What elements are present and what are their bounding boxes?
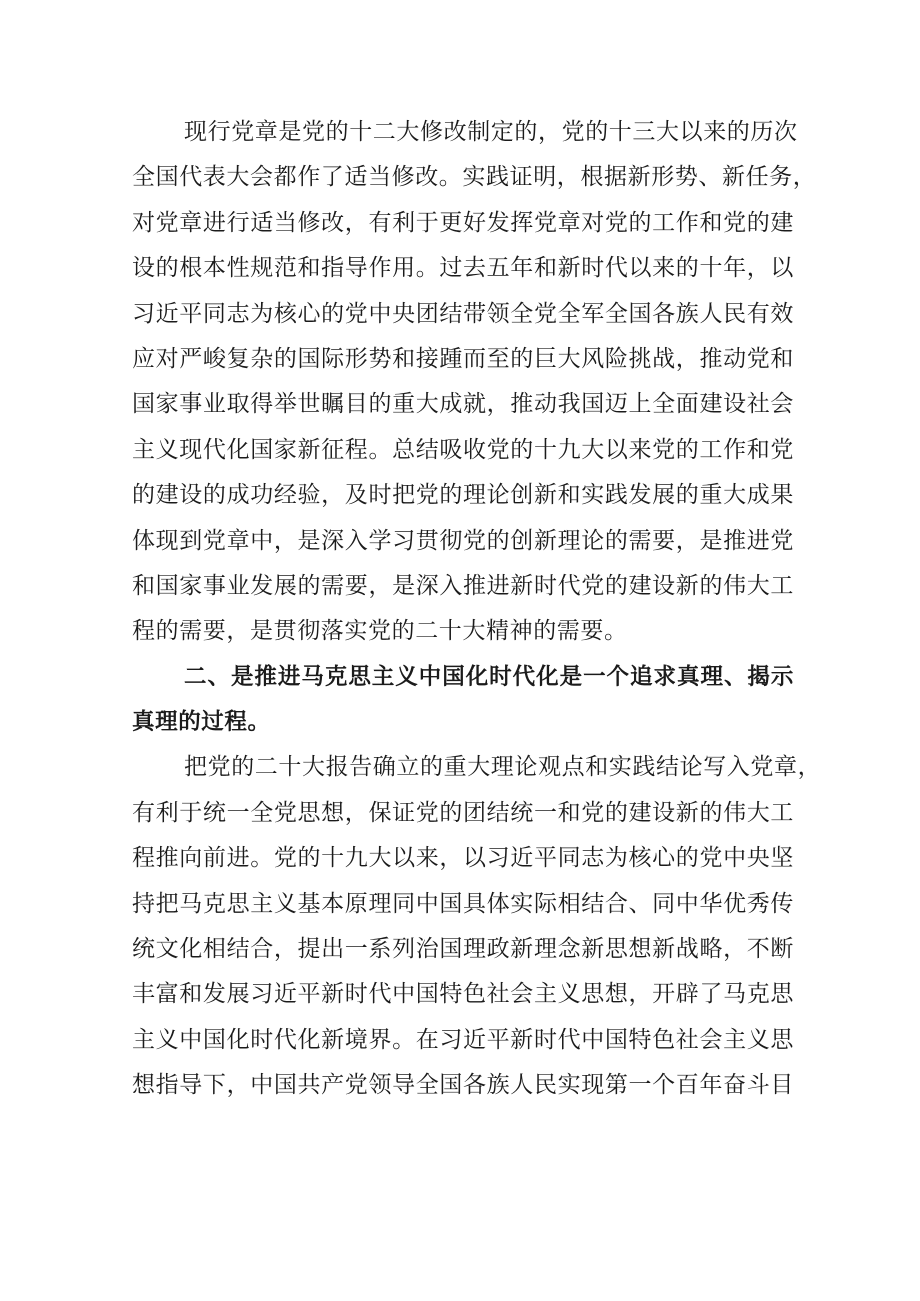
paragraph-line: 现行党章是党的十二大修改制定的，党的十三大以来的历次 <box>184 119 798 145</box>
paragraph-line: 程推向前进。党的十九大以来，以习近平同志为核心的党中央坚 <box>132 845 794 872</box>
paragraph-line: 国家事业取得举世瞩目的重大成就，推动我国迈上全面建设社会 <box>132 391 794 418</box>
section-heading <box>132 655 794 746</box>
paragraph-line: 和国家事业发展的需要，是深入推进新时代党的建设新的伟大工 <box>132 572 794 599</box>
paragraph-line: 设的根本性规范和指导作用。过去五年和新时代以来的十年，以 <box>132 255 794 282</box>
document-body <box>132 110 822 1109</box>
heading-line: 真理的过程。 <box>132 709 271 736</box>
paragraph-1 <box>132 110 817 655</box>
paragraph-line: 主义中国化时代化新境界。在习近平新时代中国特色社会主义思 <box>132 1026 794 1053</box>
paragraph-line: 全国代表大会都作了适当修改。实践证明，根据新形势、新任务， <box>132 164 817 191</box>
paragraph-line: 统文化相结合，提出一系列治国理政新理念新思想新战略，不断 <box>132 936 794 963</box>
paragraph-line: 应对严峻复杂的国际形势和接踵而至的巨大风险挑战，推动党和 <box>132 345 794 372</box>
paragraph-line: 丰富和发展习近平新时代中国特色社会主义思想，开辟了马克思 <box>132 981 794 1008</box>
paragraph-line: 有利于统一全党思想，保证党的团结统一和党的建设新的伟大工 <box>132 799 794 826</box>
paragraph-line: 把党的二十大报告确立的重大理论观点和实践结论写入党章， <box>184 754 822 781</box>
paragraph-line: 习近平同志为核心的党中央团结带领全党全军全国各族人民有效 <box>132 300 794 327</box>
paragraph-line: 对党章进行适当修改，有利于更好发挥党章对党的工作和党的建 <box>132 209 794 236</box>
heading-line: 二、是推进马克思主义中国化时代化是一个追求真理、揭示 <box>184 663 794 690</box>
paragraph-line: 想指导下，中国共产党领导全国各族人民实现第一个百年奋斗目 <box>132 1072 794 1099</box>
paragraph-line: 体现到党章中，是深入学习贯彻党的创新理论的需要，是推进党 <box>132 527 794 554</box>
paragraph-2 <box>132 745 822 1108</box>
paragraph-line: 主义现代化国家新征程。总结吸收党的十九大以来党的工作和党 <box>132 436 794 463</box>
paragraph-line: 持把马克思主义基本原理同中国具体实际相结合、同中华优秀传 <box>132 890 794 917</box>
paragraph-line: 程的需要，是贯彻落实党的二十大精神的需要。 <box>132 618 628 645</box>
paragraph-line: 的建设的成功经验，及时把党的理论创新和实践发展的重大成果 <box>132 482 794 509</box>
